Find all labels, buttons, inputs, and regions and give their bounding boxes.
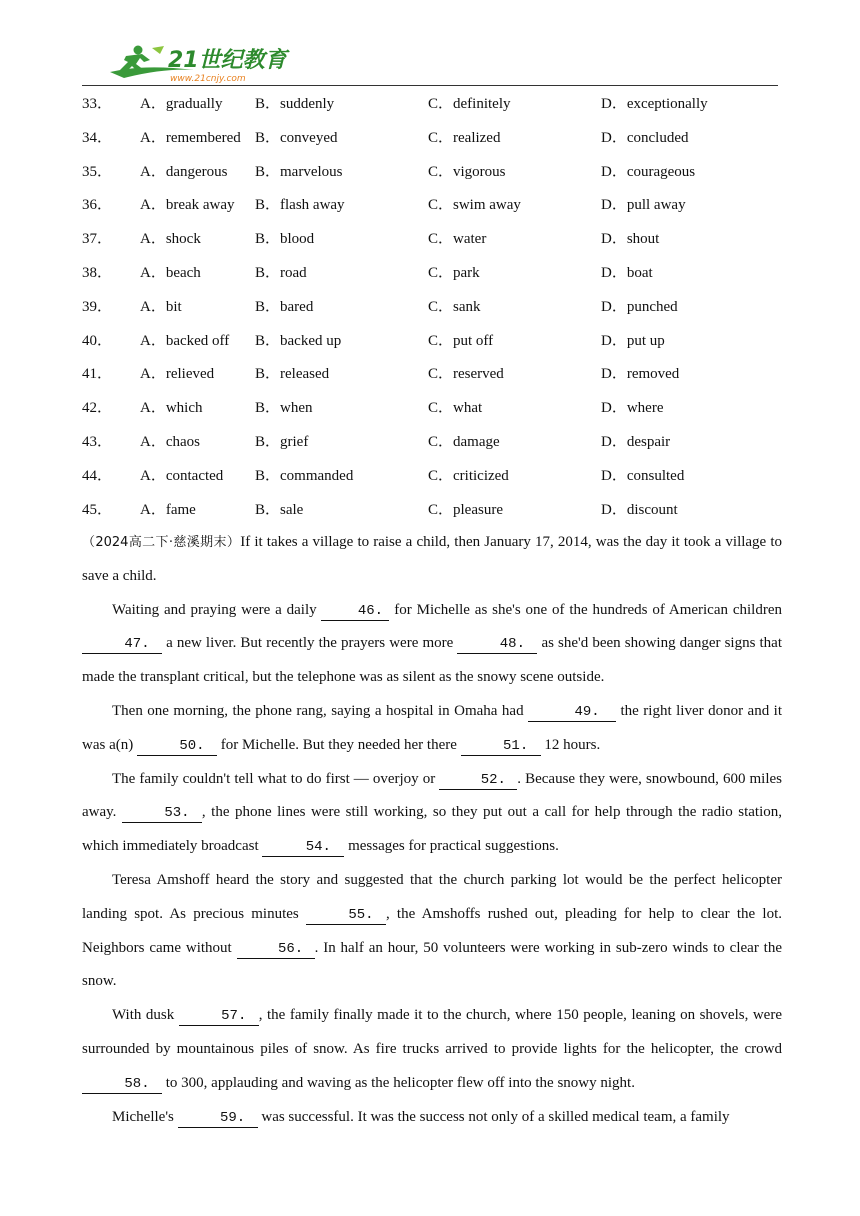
- option-d: D．pull away: [601, 197, 686, 214]
- option-a: A．relieved: [140, 366, 215, 383]
- passage-text: . Because they were, snowbound, 600 miles away.: [82, 770, 783, 821]
- answer-blank: 50.: [137, 737, 217, 756]
- option-a: A．beach: [140, 264, 201, 281]
- option-row: [82, 225, 782, 259]
- option-d: D．exceptionally: [601, 96, 708, 112]
- option-row: [82, 428, 782, 462]
- question-number: 45．: [82, 501, 113, 518]
- option-d: D．discount: [601, 501, 678, 518]
- paragraph: [82, 594, 782, 695]
- option-c: C．realized: [428, 129, 501, 146]
- option-c: C．vigorous: [428, 163, 506, 180]
- passage-intro-text: If it takes a village to raise a child, then January 17, 2014, was the day it took a village to save a child.: [82, 534, 783, 584]
- question-number: 34．: [82, 129, 113, 146]
- option-b: B．road: [255, 264, 307, 281]
- option-c: C．sank: [428, 298, 481, 315]
- option-a: A．backed off: [140, 332, 230, 349]
- page-header: [82, 38, 778, 86]
- option-row: [82, 158, 782, 192]
- option-d: D．consulted: [601, 467, 685, 484]
- question-number: 42．: [82, 400, 113, 417]
- option-d: D．despair: [601, 433, 671, 450]
- answer-blank: 53.: [122, 804, 202, 823]
- answer-blank: 47.: [82, 635, 162, 654]
- answer-blank: 54.: [262, 838, 344, 857]
- option-a: A．chaos: [140, 433, 200, 450]
- answer-blank: 58.: [82, 1075, 162, 1094]
- header-rule: [82, 85, 778, 86]
- passage-text: , the family finally made it to the church, where 150 people, leaning on shovels, were surrounded by mountainous piles of snow. As fire trucks arrived to provide lights for the helicopter, the crowd: [82, 1007, 782, 1057]
- option-b: B．suddenly: [255, 96, 335, 112]
- answer-blank: 49.: [528, 703, 616, 722]
- option-c: C．pleasure: [428, 501, 503, 518]
- option-b: B．when: [255, 400, 313, 417]
- passage-text: for Michelle as she's one of the hundreds of American children: [389, 601, 782, 618]
- option-c: C．put off: [428, 332, 494, 349]
- passage-text: The family couldn't tell what to do first — overjoy or: [112, 770, 440, 787]
- option-row: [82, 394, 782, 428]
- answer-blank: 46.: [321, 602, 389, 621]
- option-b: B．flash away: [255, 197, 345, 214]
- passage-text: the right liver donor and it was a(n): [82, 702, 782, 753]
- logo-text: 21世纪教育: [168, 48, 287, 73]
- option-d: D．punched: [601, 298, 678, 315]
- answer-blank: 51.: [461, 737, 541, 756]
- option-a: A．shock: [140, 231, 201, 248]
- option-a: A．break away: [140, 197, 235, 214]
- question-number: 44．: [82, 467, 113, 484]
- paragraph: [82, 763, 782, 864]
- option-c: C．reserved: [428, 366, 504, 383]
- question-number: 35．: [82, 163, 113, 180]
- option-row: [82, 360, 782, 394]
- option-b: B．backed up: [255, 332, 342, 349]
- option-b: B．grief: [255, 433, 309, 450]
- passage-text: for Michelle. But they needed her there: [216, 736, 461, 753]
- option-row: [82, 90, 782, 124]
- question-number: 37．: [82, 231, 113, 248]
- option-d: D．removed: [601, 366, 680, 383]
- option-d: D．concluded: [601, 129, 689, 146]
- paragraph: [82, 864, 782, 999]
- passage: [82, 526, 782, 1134]
- passage-text: as she'd been showing danger signs that made the transplant critical, but the telephone was as silent as the snowy scene outside.: [82, 635, 782, 686]
- option-d: D．courageous: [601, 163, 696, 180]
- question-number: 43．: [82, 433, 113, 450]
- question-number: 40．: [82, 332, 113, 349]
- answer-blank: 52.: [439, 771, 517, 790]
- option-b: B．commanded: [255, 467, 354, 484]
- option-row: [82, 191, 782, 225]
- option-c: C．water: [428, 231, 487, 248]
- option-b: B．released: [255, 366, 330, 383]
- paragraph: [82, 1101, 782, 1135]
- passage-text: , the Amshoffs rushed out, pleading for help to clear the lot. Neighbors came without: [82, 905, 782, 956]
- option-d: D．shout: [601, 231, 660, 248]
- option-a: A．remembered: [140, 129, 241, 146]
- option-a: A．fame: [140, 501, 196, 518]
- option-a: A．dangerous: [140, 163, 228, 180]
- passage-text: Waiting and praying were a daily: [112, 601, 322, 618]
- answer-blank: 48.: [457, 635, 537, 654]
- passage-text: 12 hours.: [540, 736, 601, 753]
- option-b: B．blood: [255, 231, 315, 248]
- passage-text: , the phone lines were still working, so they put out a call for help through the radio station, which immediately broadcast: [82, 804, 782, 855]
- option-d: D．boat: [601, 264, 653, 281]
- passage-text: Then one morning, the phone rang, saying a hospital in Omaha had: [112, 702, 529, 719]
- passage-text: Michelle's: [112, 1108, 178, 1125]
- option-c: C．what: [428, 400, 483, 417]
- option-row: [82, 124, 782, 158]
- passage-text: a new liver. But recently the prayers were more: [162, 635, 458, 652]
- option-row: [82, 293, 782, 327]
- paragraph: [82, 695, 782, 763]
- answer-blank: 55.: [306, 906, 386, 925]
- answer-blank: 59.: [178, 1109, 258, 1128]
- option-c: C．damage: [428, 433, 500, 450]
- question-number: 36．: [82, 197, 113, 214]
- passage-text: With dusk: [112, 1007, 179, 1024]
- question-number: 38．: [82, 264, 113, 281]
- passage-text: messages for practical suggestions.: [344, 838, 559, 855]
- logo-url-text: www.21cnjy.com: [170, 74, 246, 84]
- option-a: A．gradually: [140, 96, 223, 112]
- option-a: A．contacted: [140, 467, 224, 484]
- option-b: B．sale: [255, 501, 304, 518]
- option-b: B．marvelous: [255, 163, 343, 180]
- question-number: 39．: [82, 298, 113, 315]
- option-row: [82, 462, 782, 496]
- option-c: C．park: [428, 264, 480, 281]
- passage-text: was successful. It was the success not only of a skilled medical team, a family: [257, 1108, 730, 1125]
- question-number: 33．: [82, 96, 113, 112]
- passage-text: Teresa Amshoff heard the story and suggested that the church parking lot would be the perfect helicopter landing spot. As precious minutes: [82, 871, 782, 922]
- question-number: 41．: [82, 366, 113, 383]
- option-d: D．put up: [601, 332, 665, 349]
- option-c: C．swim away: [428, 197, 521, 214]
- passage-intro: [82, 526, 782, 594]
- passage-text: to 300, applauding and waving as the helicopter flew off into the snowy night.: [162, 1074, 635, 1091]
- question-source: （2024高二下·慈溪期末）: [82, 535, 241, 550]
- option-a: A．which: [140, 400, 203, 417]
- 21cnjy-logo: [104, 42, 304, 84]
- answer-blank: 56.: [237, 940, 315, 959]
- answer-blank: 57.: [179, 1007, 259, 1026]
- option-c: C．criticized: [428, 467, 509, 484]
- option-c: C．definitely: [428, 96, 511, 112]
- option-b: B．bared: [255, 298, 314, 315]
- option-row: [82, 259, 782, 293]
- answer-options: [82, 90, 782, 529]
- option-row: [82, 496, 782, 530]
- paragraph: [82, 999, 782, 1100]
- passage-text: . In half an hour, 50 volunteers were working in sub-zero winds to clear the snow.: [82, 939, 783, 990]
- option-row: [82, 327, 782, 361]
- option-d: D．where: [601, 400, 664, 417]
- option-a: A．bit: [140, 298, 182, 315]
- option-b: B．conveyed: [255, 129, 338, 146]
